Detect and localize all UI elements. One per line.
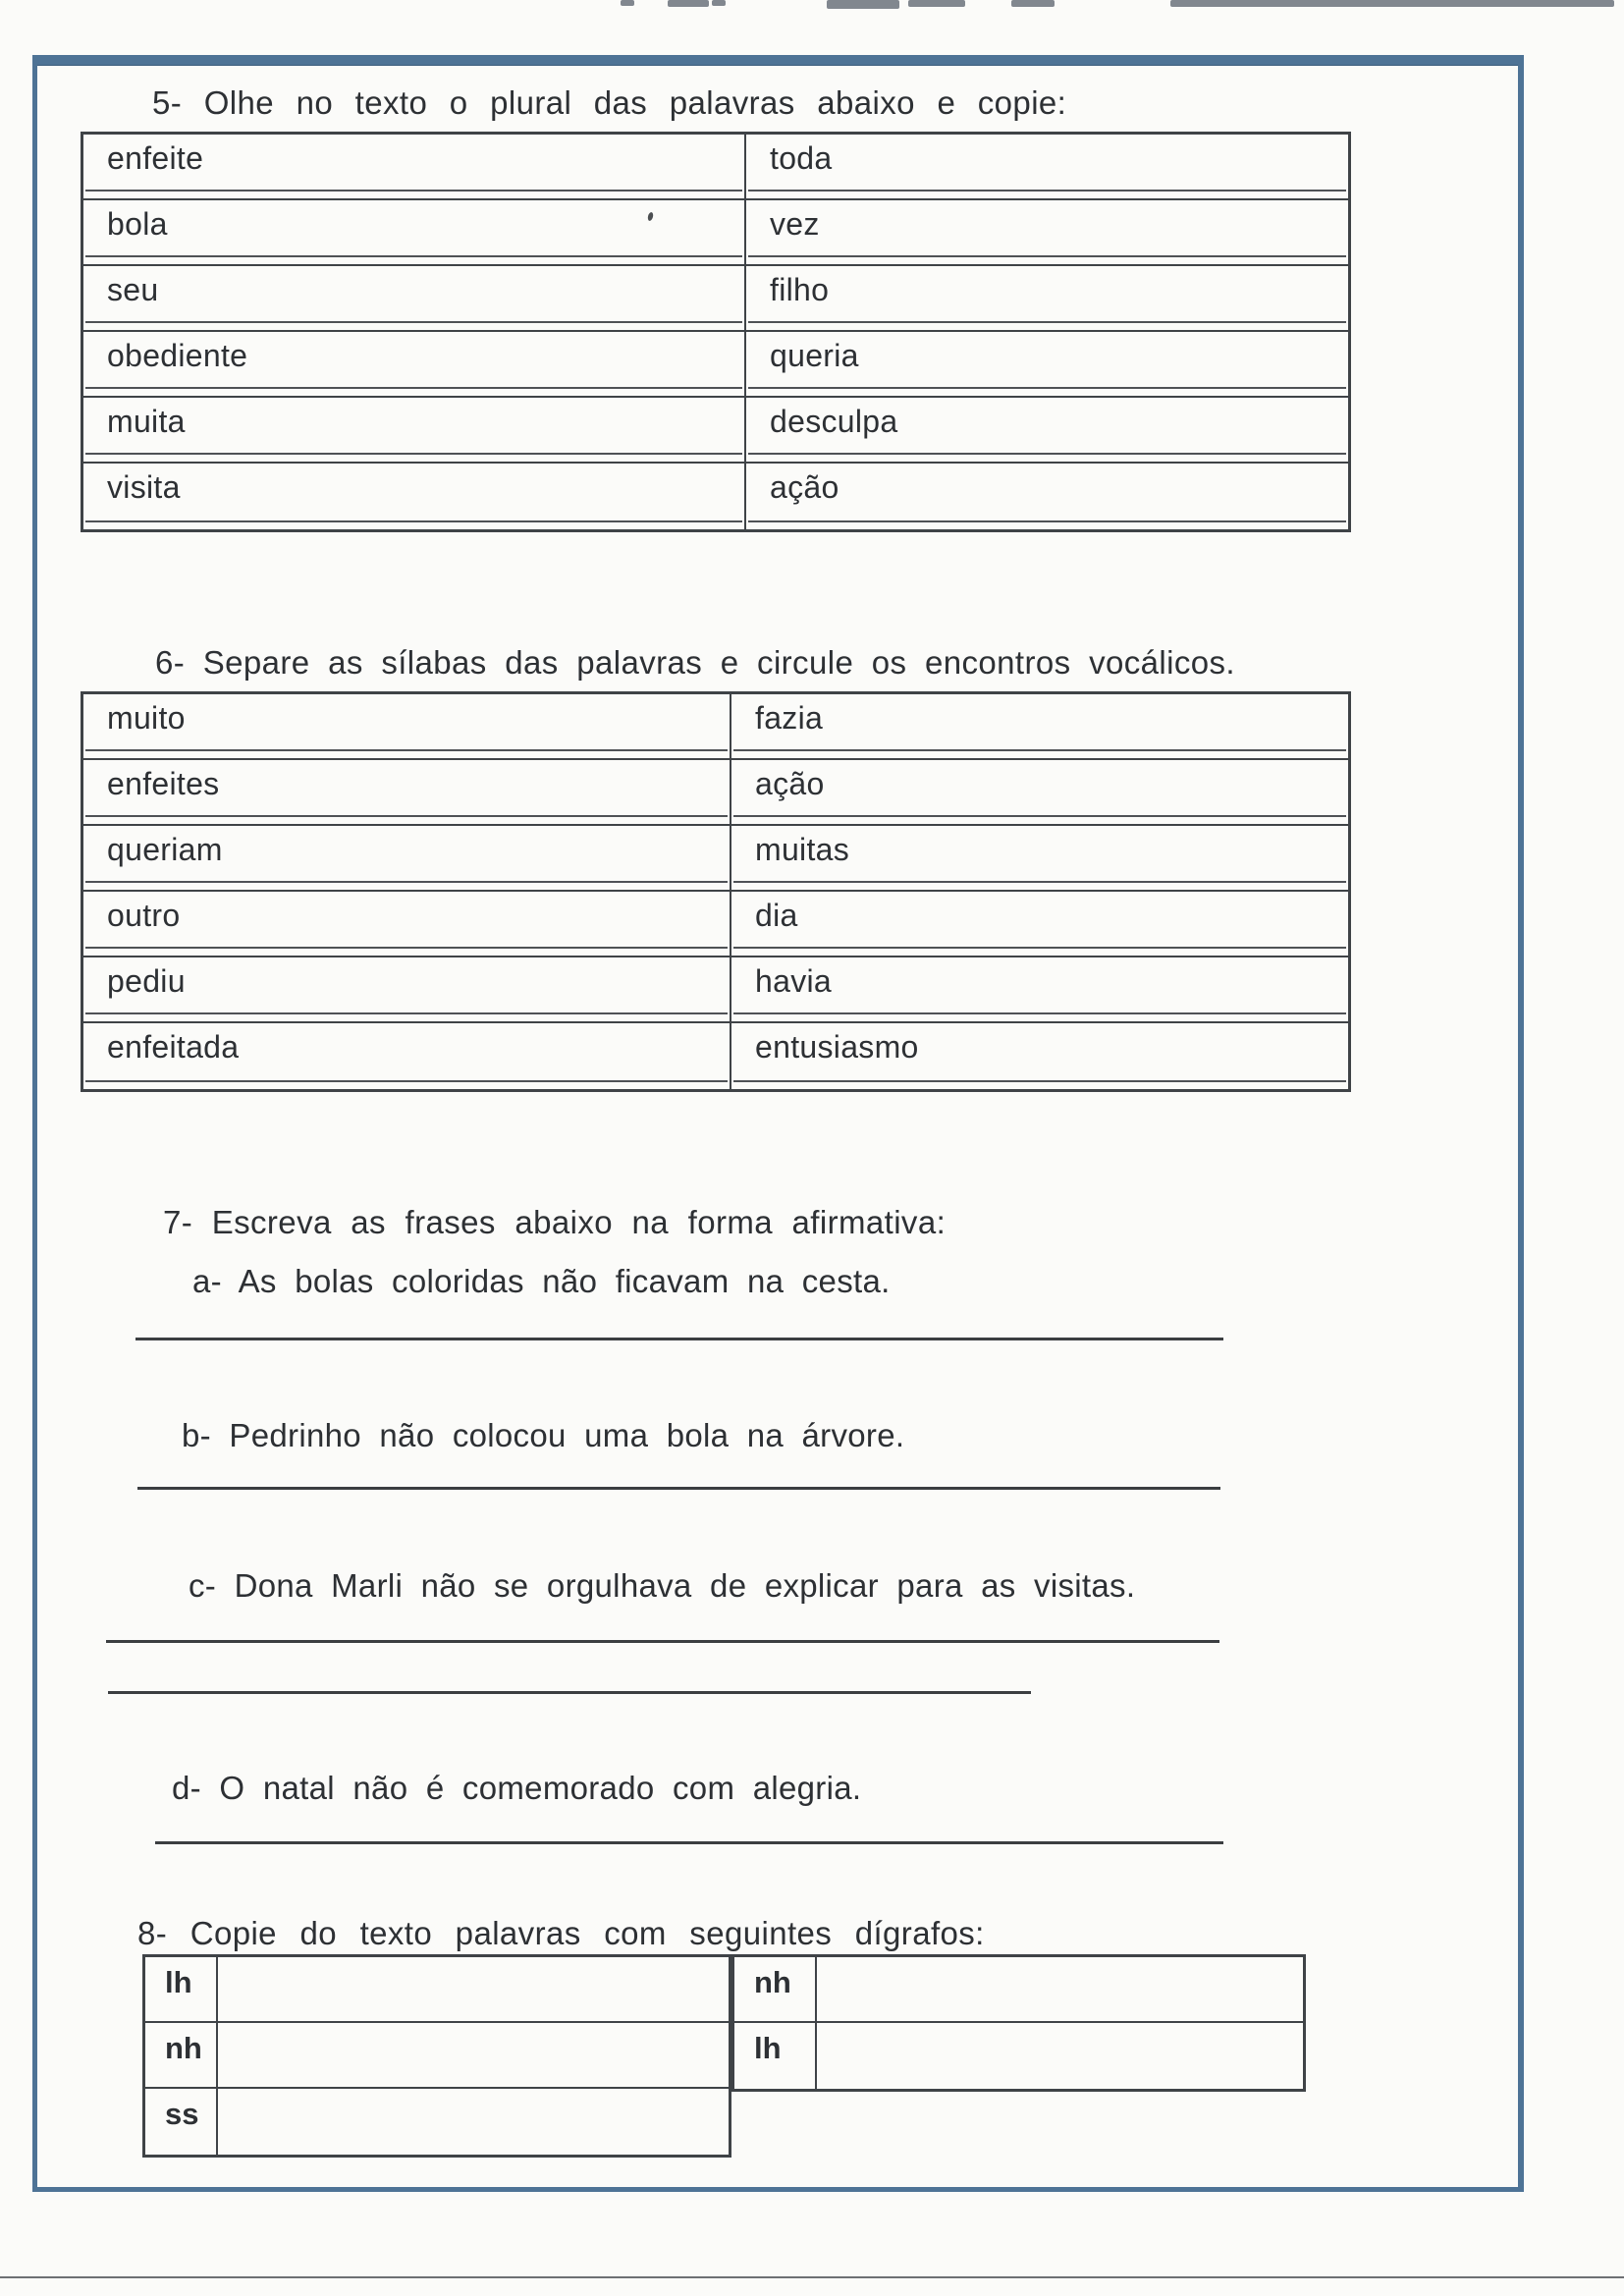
item-label: d- [172, 1770, 201, 1806]
table-row [145, 2023, 729, 2089]
table-row [83, 892, 1348, 957]
word-cell [731, 1023, 1348, 1089]
table-row [83, 826, 1348, 892]
cell-answer-line [85, 749, 728, 751]
word-cell [83, 826, 731, 890]
word-cell [83, 464, 746, 529]
table-row [83, 694, 1348, 760]
word-cell [731, 826, 1348, 890]
word-text: enfeites [107, 766, 220, 801]
word-text: muita [107, 404, 186, 439]
digraph-label: nh [734, 1957, 817, 2021]
digraph-label: nh [145, 2023, 218, 2087]
item-text: O natal não é comemorado com alegria. [219, 1770, 862, 1806]
word-cell [731, 957, 1348, 1021]
item-label: b- [182, 1417, 211, 1453]
scan-artifact [1170, 0, 1614, 7]
table-row [734, 2023, 1303, 2089]
digraph-answer-cell [218, 2089, 729, 2155]
word-cell [746, 200, 1348, 264]
table-row [83, 464, 1348, 529]
item-label: c- [189, 1567, 217, 1604]
table-row [83, 135, 1348, 200]
word-text: desculpa [770, 404, 898, 439]
cell-answer-line [85, 321, 742, 323]
word-text: outro [107, 898, 181, 933]
scan-artifact [668, 0, 709, 7]
digraph-answer-cell [218, 1957, 729, 2021]
word-cell [83, 957, 731, 1021]
item-text: As bolas coloridas não ficavam na cesta. [238, 1263, 891, 1299]
word-text: ação [770, 469, 839, 505]
plural-words-table [81, 132, 1351, 532]
word-text: entusiasmo [755, 1029, 919, 1065]
answer-line [106, 1640, 1219, 1643]
table-row [83, 332, 1348, 398]
question-7-heading: 7- Escreva as frases abaixo na forma afirmativa: [163, 1204, 947, 1240]
word-text: queria [770, 338, 859, 373]
digraph-label: lh [145, 1957, 218, 2021]
cell-answer-line [85, 255, 742, 257]
word-text: queriam [107, 832, 223, 867]
table-row [83, 957, 1348, 1023]
cell-answer-line [85, 881, 728, 883]
exercise-item-d [172, 1770, 861, 1807]
word-text: fazia [755, 700, 824, 736]
cell-answer-line [85, 520, 742, 522]
exercise-item-c [189, 1567, 1135, 1605]
cell-answer-line [733, 749, 1346, 751]
cell-answer-line [85, 453, 742, 455]
item-label: a- [192, 1263, 222, 1299]
word-text: muitas [755, 832, 850, 867]
cell-answer-line [733, 1012, 1346, 1014]
answer-line [108, 1691, 1031, 1694]
item-text: Dona Marli não se orgulhava de explicar para as visitas. [234, 1567, 1136, 1604]
word-text: toda [770, 140, 833, 176]
word-cell [746, 332, 1348, 396]
word-text: visita [107, 469, 181, 505]
exercise-item-a [192, 1263, 891, 1300]
word-text: bola [107, 206, 168, 242]
word-cell [83, 694, 731, 758]
digraph-label: lh [734, 2023, 817, 2089]
word-text: seu [107, 272, 159, 307]
word-text: havia [755, 963, 832, 999]
word-cell [83, 398, 746, 462]
answer-line [135, 1338, 1223, 1340]
scan-artifact [908, 0, 965, 7]
word-text: enfeitada [107, 1029, 240, 1065]
table-row [83, 200, 1348, 266]
word-cell [83, 200, 746, 264]
cell-answer-line [733, 815, 1346, 817]
word-text: obediente [107, 338, 248, 373]
scan-artifact [621, 0, 634, 6]
table-row [83, 1023, 1348, 1089]
item-text: Pedrinho não colocou uma bola na árvore. [229, 1417, 905, 1453]
word-cell [731, 892, 1348, 956]
cell-answer-line [748, 387, 1346, 389]
scan-artifact [827, 0, 899, 9]
word-text: dia [755, 898, 798, 933]
cell-answer-line [85, 815, 728, 817]
answer-line [137, 1487, 1220, 1490]
word-cell [746, 266, 1348, 330]
scan-artifact [712, 0, 726, 6]
word-cell [83, 332, 746, 396]
scan-artifact [1011, 0, 1055, 7]
cell-answer-line [748, 453, 1346, 455]
digraph-answer-cell [218, 2023, 729, 2087]
digraph-label: ss [145, 2089, 218, 2155]
table-row [145, 1957, 729, 2023]
word-text: vez [770, 206, 820, 242]
cell-answer-line [748, 520, 1346, 522]
cell-answer-line [748, 255, 1346, 257]
word-cell [83, 760, 731, 824]
answer-line [155, 1841, 1223, 1844]
word-cell [83, 892, 731, 956]
table-row [83, 760, 1348, 826]
cell-answer-line [733, 1080, 1346, 1082]
word-cell [746, 464, 1348, 529]
table-row [83, 398, 1348, 464]
cell-answer-line [85, 947, 728, 949]
word-text: enfeite [107, 140, 204, 176]
cell-answer-line [748, 190, 1346, 191]
digraph-table-left [142, 1954, 731, 2158]
word-cell [746, 135, 1348, 198]
word-text: ação [755, 766, 825, 801]
table-row [83, 266, 1348, 332]
word-cell [731, 760, 1348, 824]
cell-answer-line [733, 881, 1346, 883]
word-cell [83, 135, 746, 198]
question-5-heading: 5- Olhe no texto o plural das palavras abaixo e copie: [152, 84, 1067, 121]
question-6-heading: 6- Separe as sílabas das palavras e circule os encontros vocálicos. [155, 644, 1235, 681]
cell-answer-line [748, 321, 1346, 323]
word-cell [746, 398, 1348, 462]
digraph-table-right [731, 1954, 1306, 2092]
cell-answer-line [85, 1080, 728, 1082]
cell-answer-line [85, 190, 742, 191]
digraph-answer-cell [817, 1957, 1303, 2021]
table-row [145, 2089, 729, 2155]
word-cell [83, 1023, 731, 1089]
scan-edge-line [0, 2276, 1624, 2278]
table-row [734, 1957, 1303, 2023]
word-cell [83, 266, 746, 330]
word-text: filho [770, 272, 830, 307]
digraph-answer-cell [817, 2023, 1303, 2089]
cell-answer-line [85, 387, 742, 389]
cell-answer-line [85, 1012, 728, 1014]
word-text: pediu [107, 963, 186, 999]
word-cell [731, 694, 1348, 758]
question-8-heading: 8- Copie do texto palavras com seguintes dígrafos: [137, 1915, 985, 1951]
word-text: muito [107, 700, 186, 736]
exercise-item-b [182, 1417, 904, 1454]
cell-answer-line [733, 947, 1346, 949]
syllables-table [81, 691, 1351, 1092]
